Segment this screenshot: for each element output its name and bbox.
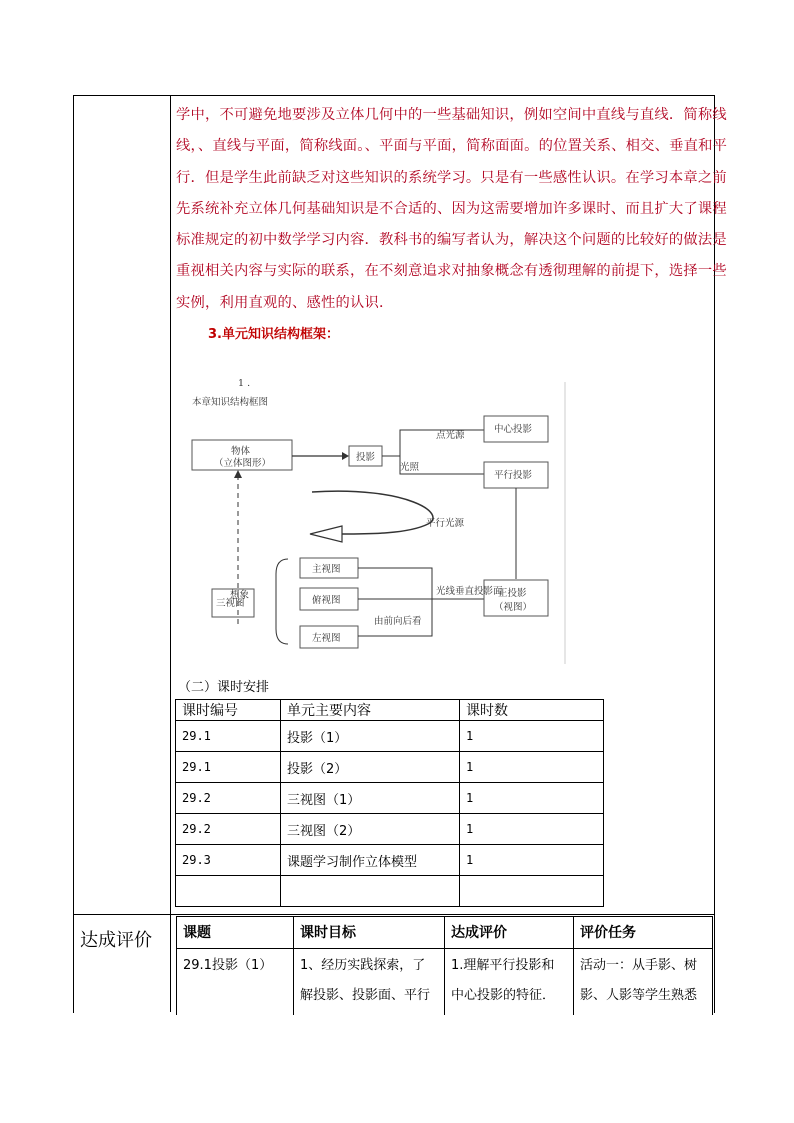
perpendicular-label: 光线垂直投影面 [436,586,503,597]
table-cell: 课题学习制作立体模型 [281,845,460,876]
table-cell: 29.3 [176,845,281,876]
top-view-label: 俯视图 [312,595,341,606]
evaluation-table [176,916,713,1015]
point-source-label: 点光源 [436,430,465,441]
schedule-title: （二）课时安排 [178,680,270,695]
diagram-page-label: 1 . [238,378,251,389]
table-cell: 1 [460,721,604,752]
curved-arrow [312,491,433,534]
parallel-projection-label: 平行投影 [494,470,533,481]
paragraph-line: 标准规定的初中数学学习内容．教科书的编写者认为，解决这个问题的比较好的做法是 [176,232,727,249]
object-label: 物体 [231,446,251,457]
column-header: 评价任务 [574,917,713,949]
left-view-label: 左视图 [312,633,341,644]
table-cell: 投影（1） [281,721,460,752]
table-cell: 三视图（1） [281,783,460,814]
table-cell: 1 [460,845,604,876]
paragraph-line: 学中，不可避免地要涉及立体几何中的一些基础知识，例如空间中直线与直线．简称线 [176,107,727,123]
table-row [176,845,604,876]
table-row [176,814,604,845]
schedule-table [175,699,604,907]
paragraph-line: 实例，利用直观的、感性的认识． [176,294,394,311]
diagram-title: 本章知识结构框图 [192,397,269,408]
evaluation-label: 达成评价 [80,930,152,951]
table-cell: 29.1 [176,752,281,783]
section-title: 3.单元知识结构框架： [208,327,339,342]
column-header: 课时目标 [294,917,445,949]
goal-cell: 1、经历实践探索，了解投影、投影面、平行 [294,949,445,1016]
knowledge-structure-diagram [178,374,570,664]
branch-to-central [382,430,484,456]
content-paragraph [176,100,728,319]
column-header: 课时数 [460,700,604,721]
light-label: 光照 [400,462,420,473]
arrowhead-up-icon [234,470,242,478]
table-cell: 29.1 [176,721,281,752]
front-to-back-label: 由前向后看 [374,616,422,627]
table-row [176,783,604,814]
column-header: 达成评价 [445,917,574,949]
topic-cell: 29.1投影（1） [177,949,294,1016]
column-header: 单元主要内容 [281,700,460,721]
views-brace [276,559,288,644]
table-row [177,949,713,1016]
projection-label: 投影 [356,452,376,463]
table-cell: 29.2 [176,783,281,814]
paragraph-line: 行．但是学生此前缺乏对这些知识的系统学习。只是有一些感性认识。在学习本章之前 [176,169,727,186]
arrowhead-icon [342,452,349,460]
table-row [176,876,604,907]
paragraph-line: 重视相关内容与实际的联系，在不刻意追求对抽象概念有透彻理解的前提下，选择一些 [176,263,727,280]
imagine-label: 想象 [230,590,250,601]
orthographic-sublabel: （视图） [494,602,533,613]
table-cell: 1 [460,783,604,814]
table-header-row [176,700,604,721]
achievement-cell: 1.理解平行投影和中心投影的特征． [445,949,574,1016]
orthographic-label: 正投影 [498,588,527,599]
table-header-row [177,917,713,949]
table-row [176,752,604,783]
parallel-light-label: 平行光源 [426,518,465,529]
paragraph-line: 线，、直线与平面，简称线面。、平面与平面，简称面面。的位置关系、相交、垂直和平 [176,138,728,155]
table-cell: 投影（2） [281,752,460,783]
table-cell: 三视图（2） [281,814,460,845]
table-cell: 1 [460,752,604,783]
table-cell [176,876,281,907]
paragraph-line: 先系统补充立体几何基础知识是不合适的、因为这需要增加许多课时、而且扩大了课程 [176,200,727,217]
task-cell: 活动一：从手影、树影、人影等学生熟悉 [574,949,713,1016]
table-cell [460,876,604,907]
table-column-divider [170,95,171,915]
central-projection-label: 中心投影 [494,424,533,435]
table-cell: 1 [460,814,604,845]
column-header: 课题 [177,917,294,949]
table-row [176,721,604,752]
evaluation-column-divider [170,914,171,1012]
big-arrowhead-icon [310,526,342,542]
column-header: 课时编号 [176,700,281,721]
front-view-label: 主视图 [312,564,341,575]
three-views-label: 三视图 [216,598,245,609]
object-sublabel: （立体图形） [214,458,272,469]
table-cell: 29.2 [176,814,281,845]
table-cell [281,876,460,907]
